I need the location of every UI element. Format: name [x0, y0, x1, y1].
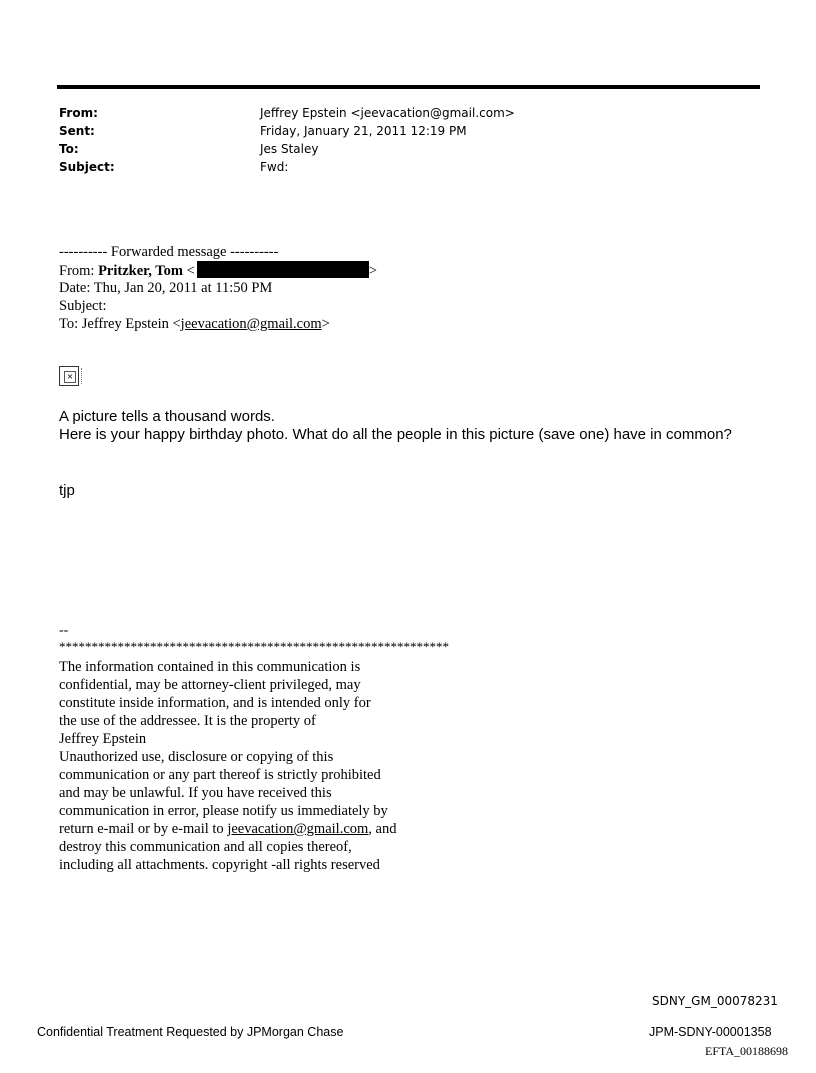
- bates-stamp-jpm: JPM-SDNY-00001358: [649, 1025, 772, 1039]
- disclaimer-line: and may be unlawful. If you have received this: [59, 785, 332, 801]
- forwarded-date: Date: Thu, Jan 20, 2011 at 11:50 PM: [59, 280, 273, 296]
- from-value: Jeffrey Epstein <jeevacation@gmail.com>: [260, 106, 515, 120]
- disclaimer-line: Jeffrey Epstein: [59, 731, 147, 747]
- message-body: [59, 408, 739, 444]
- to-label: To:: [59, 142, 79, 156]
- disclaimer-email-link[interactable]: jeevacation@gmail.com: [227, 821, 369, 837]
- subject-value: Fwd:: [260, 160, 289, 174]
- disclaimer-line: confidential, may be attorney-client privileged, may: [59, 677, 361, 693]
- disclaimer-line-email: [59, 820, 439, 838]
- bates-stamp-efta: EFTA_00188698: [705, 1044, 789, 1058]
- disclaimer-stars: ************************************************************: [59, 639, 449, 654]
- disclaimer-line: The information contained in this communication is: [59, 659, 361, 675]
- forwarded-from-close: >: [368, 263, 377, 279]
- sent-label: Sent:: [59, 124, 95, 138]
- bates-stamp-sdny-gm: SDNY_GM_00078231: [652, 994, 778, 1008]
- forwarded-from-prefix: From:: [59, 263, 99, 279]
- disclaimer-email-suffix: , and: [368, 821, 397, 837]
- disclaimer-line: communication or any part thereof is strictly prohibited: [59, 767, 381, 783]
- forwarded-from-open: <: [182, 263, 195, 279]
- disclaimer-line: including all attachments. copyright -all rights reserved: [59, 857, 380, 873]
- forwarded-to-email-link[interactable]: jeevacation@gmail.com: [180, 316, 322, 332]
- disclaimer-line: Unauthorized use, disclosure or copying of this: [59, 749, 334, 765]
- forwarded-from: [59, 261, 377, 279]
- message-line-2: Here is your happy birthday photo. What do all the people in this picture (save one) have in common?: [59, 426, 732, 443]
- subject-label: Subject:: [59, 160, 115, 174]
- sent-value: Friday, January 21, 2011 12:19 PM: [260, 124, 467, 138]
- close-x-icon: ×: [64, 371, 76, 383]
- disclaimer-line: destroy this communication and all copies thereof,: [59, 839, 352, 855]
- forwarded-message: [59, 243, 377, 333]
- forwarded-to-suffix: >: [321, 316, 330, 332]
- redaction-box: [197, 261, 369, 278]
- confidential-footer: Confidential Treatment Requested by JPMorgan Chase: [37, 1025, 344, 1039]
- forwarded-to-prefix: To: Jeffrey Epstein <: [59, 316, 181, 332]
- signature-dash: --: [59, 623, 69, 638]
- message-line-1: A picture tells a thousand words.: [59, 408, 275, 425]
- disclaimer: [59, 658, 439, 874]
- message-signature: tjp: [59, 482, 75, 499]
- image-placeholder-edge: [81, 368, 85, 384]
- broken-image-icon: [59, 366, 79, 386]
- from-label: From:: [59, 106, 98, 120]
- disclaimer-line: constitute inside information, and is intended only for: [59, 695, 371, 711]
- forwarded-to: [59, 315, 377, 333]
- to-value: Jes Staley: [260, 142, 319, 156]
- top-rule: [57, 85, 760, 89]
- disclaimer-line: communication in error, please notify us immediately by: [59, 803, 388, 819]
- disclaimer-email-prefix: return e-mail or by e-mail to: [59, 821, 228, 837]
- forwarded-subject: Subject:: [59, 298, 107, 314]
- forwarded-divider: ---------- Forwarded message ----------: [59, 244, 279, 260]
- disclaimer-line: the use of the addressee. It is the property of: [59, 713, 316, 729]
- forwarded-from-name: Pritzker, Tom: [98, 263, 183, 279]
